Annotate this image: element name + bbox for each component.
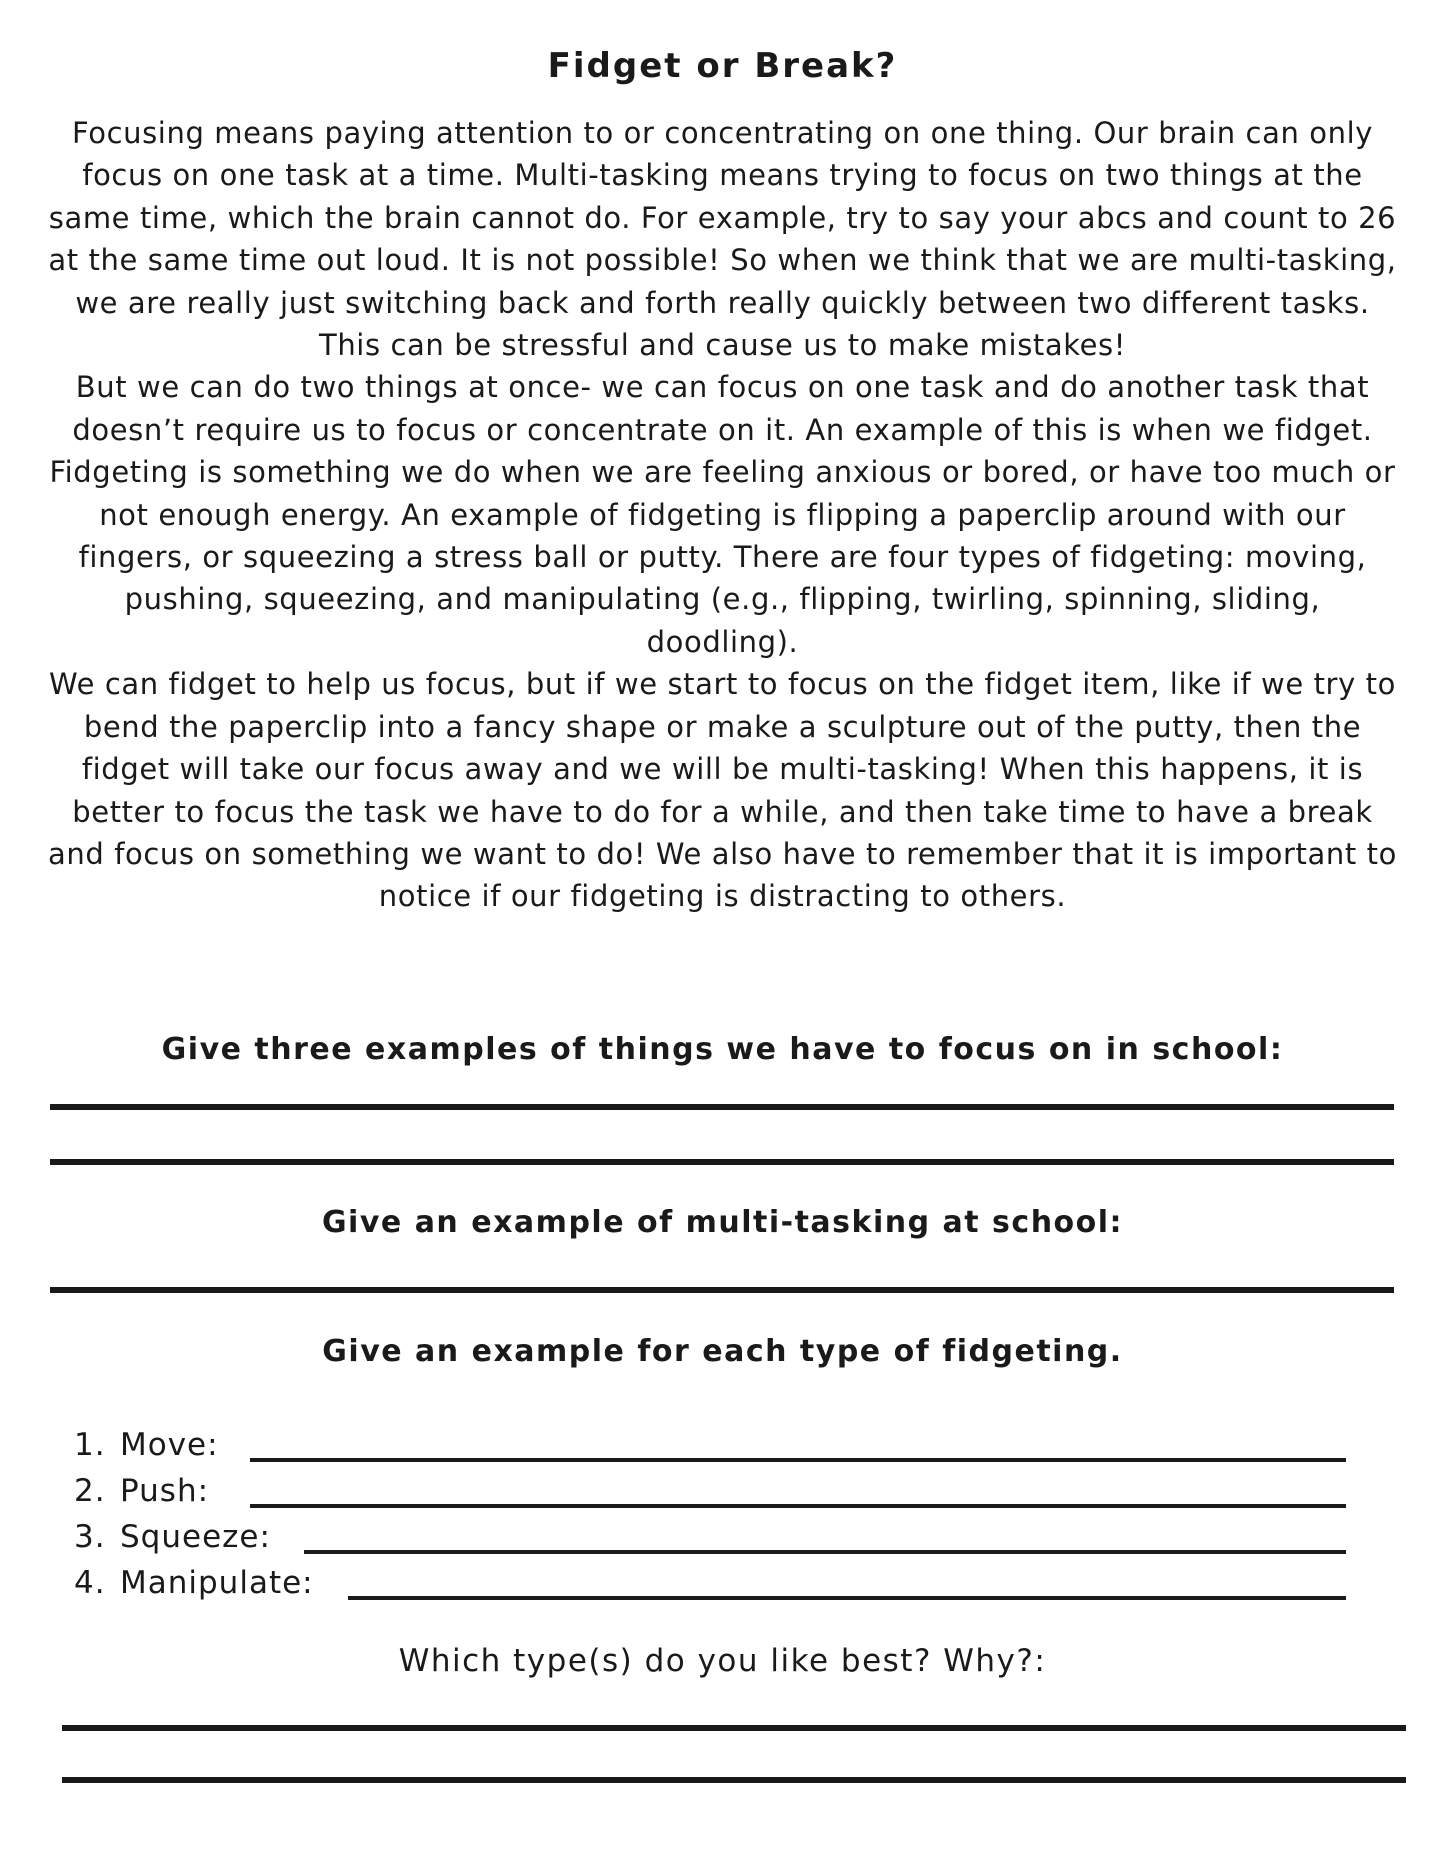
list-item (74, 1514, 1374, 1560)
question-multitasking: Give an example of multi-tasking at school: (321, 1205, 1124, 1240)
answer-line-q1-a[interactable] (50, 1104, 1394, 1110)
page-title: Fidget or Break? (547, 46, 898, 86)
paragraph-focus-break: We can fidget to help us focus, but if we start to focus on the fidget item, like if we try to bend the paperclip into a fancy shape or make a sculpture out of the putty, then the fidget will take our focus away and we will be multi-tasking! When this happens, it is better to focus the task we have to do for a while, and then take time to have a break and focus on something we want to do! We also have to remember that it is important to notice if our fidgeting is distracting to others. (48, 667, 1397, 914)
answer-line-q4-a[interactable] (62, 1725, 1406, 1731)
list-label-manipulate: Manipulate: (120, 1565, 314, 1601)
list-label-move: Move: (120, 1427, 219, 1463)
list-number: 1. (74, 1427, 106, 1463)
answer-line-manipulate[interactable] (348, 1596, 1346, 1600)
body-text (48, 112, 1397, 918)
answer-line-q1-b[interactable] (50, 1159, 1394, 1165)
list-label-squeeze: Squeeze: (120, 1519, 271, 1555)
question-focus-in-school: Give three examples of things we have to focus on in school: (161, 1032, 1284, 1067)
answer-line-squeeze[interactable] (304, 1550, 1346, 1554)
list-number: 2. (74, 1473, 106, 1509)
list-label-push: Push: (120, 1473, 210, 1509)
answer-line-q4-b[interactable] (62, 1777, 1406, 1783)
answer-line-q2[interactable] (50, 1287, 1394, 1293)
paragraph-focusing: Focusing means paying attention to or concentrating on one thing. Our brain can only focus on one task at a time. Multi-tasking means trying to focus on two things at the same time, which the brain cannot do. For example, try to say your abcs and count to 26 at the same time out loud. It is not possible! So when we think that we are multi-tasking, we are really just switching back and forth really quickly between two different tasks. This can be stressful and cause us to make mistakes! (48, 116, 1397, 363)
paragraph-fidgeting: But we can do two things at once- we can focus on one task and do another task that doesn’t require us to focus or concentrate on it. An example of this is when we fidget. Fidgeting is something we do when we are feeling anxious or bored, or have too much or not enough energy. An example of fidgeting is flipping a paperclip around with our fingers, or squeezing a stress ball or putty. There are four types of fidgeting: moving, pushing, squeezing, and manipulating (e.g., flipping, twirling, spinning, sliding, doodling). (49, 370, 1396, 659)
fidget-type-list (74, 1422, 1374, 1606)
list-item (74, 1468, 1374, 1514)
answer-line-push[interactable] (250, 1504, 1346, 1508)
list-item (74, 1422, 1374, 1468)
question-fidget-types: Give an example for each type of fidgeting. (322, 1334, 1123, 1369)
question-favorite-type: Which type(s) do you like best? Why?: (398, 1643, 1047, 1679)
answer-line-move[interactable] (250, 1458, 1346, 1462)
list-number: 4. (74, 1565, 106, 1601)
list-item (74, 1560, 1374, 1606)
list-number: 3. (74, 1519, 106, 1555)
